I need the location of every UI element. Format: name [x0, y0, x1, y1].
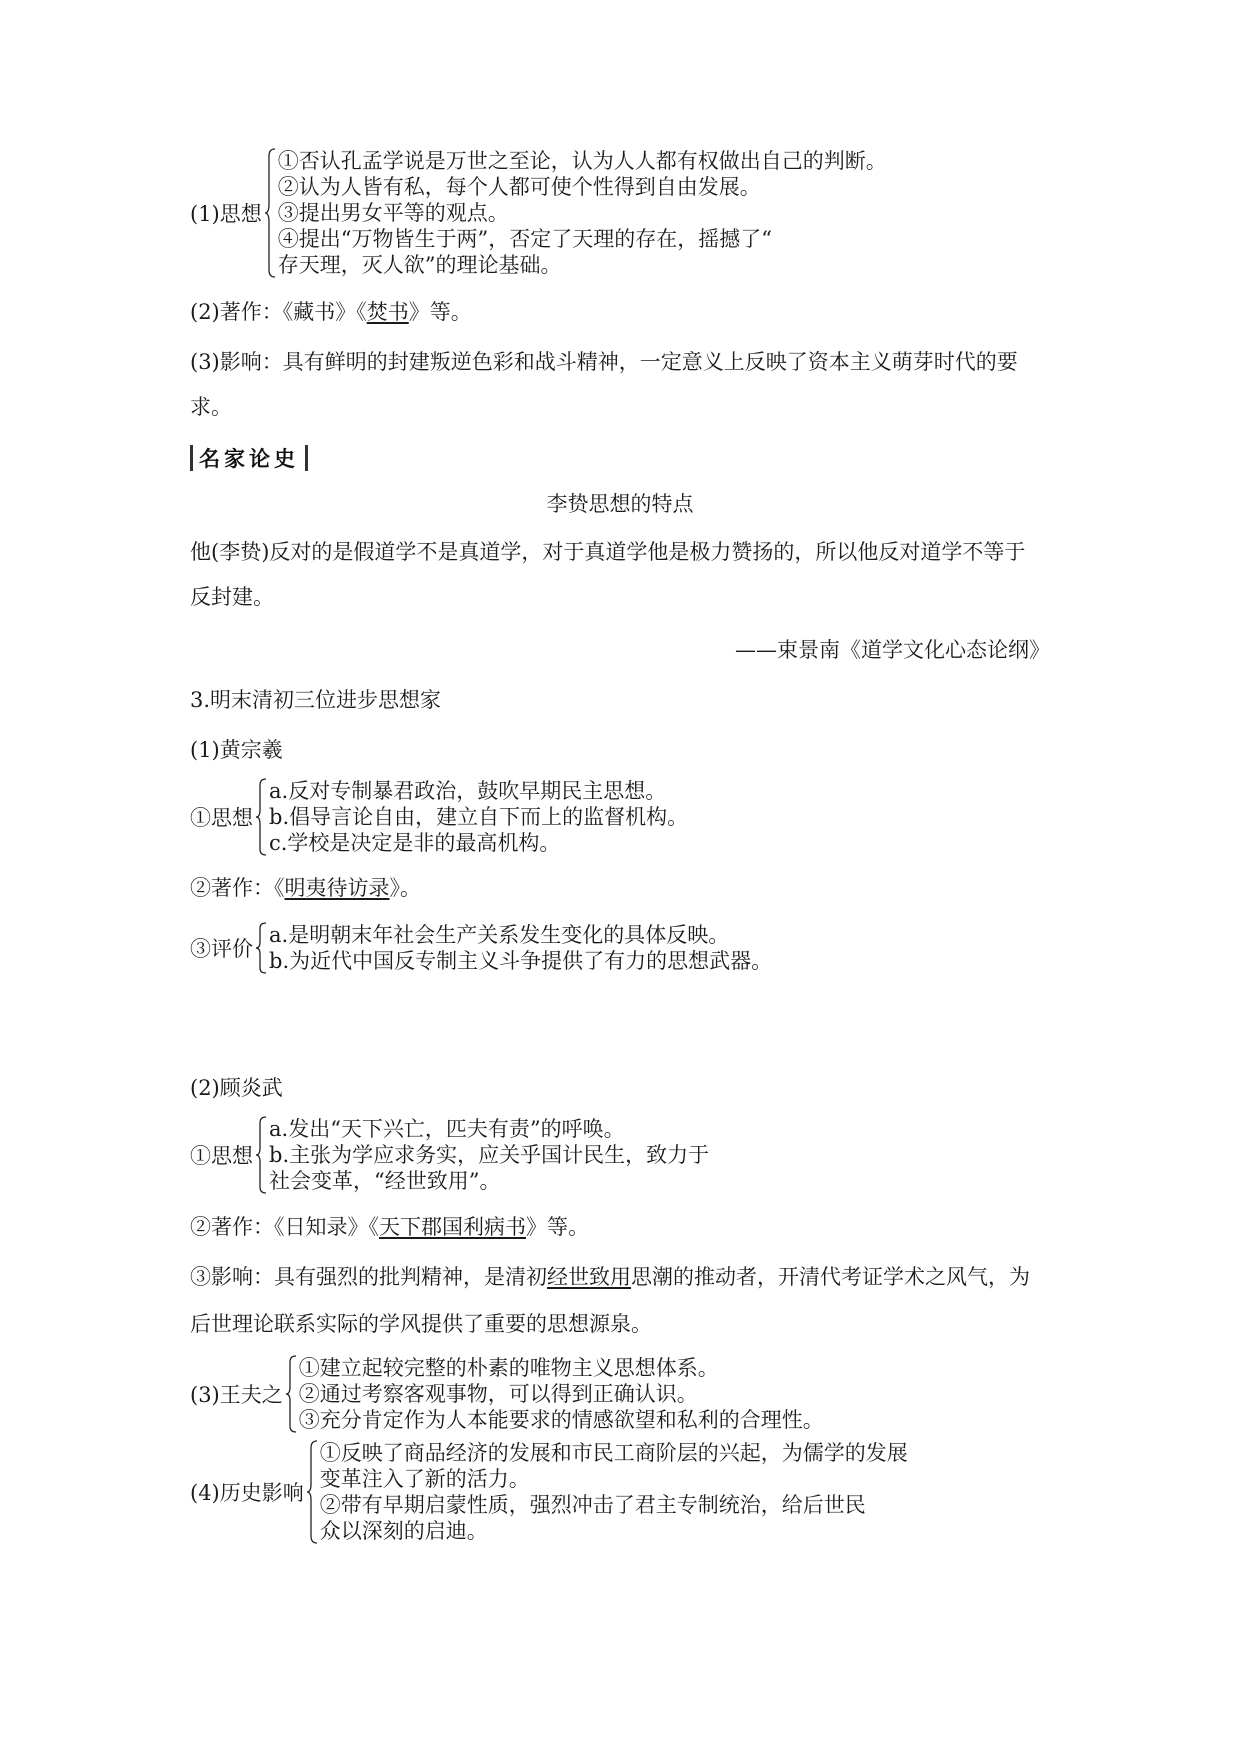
- impact-brace-group: [190, 1440, 908, 1544]
- scholar-source: ——束景南《道学文化心态论纲》: [735, 638, 1050, 662]
- underlined-term: 经世致用: [547, 1265, 631, 1289]
- influence-line-cont: 求。: [190, 395, 232, 419]
- influence-line-cont: 后世理论联系实际的学风提供了重要的思想源泉。: [190, 1312, 652, 1336]
- thinker-name: (2)顾炎武: [190, 1076, 283, 1100]
- eval-label: ③评价: [190, 937, 253, 961]
- section-title: 3.明末清初三位进步思想家: [190, 688, 442, 712]
- eval-item: a.是明朝末年社会生产关系发生变化的具体反映。: [269, 923, 730, 947]
- left-brace-icon: [255, 1116, 267, 1194]
- impact-items: [320, 1440, 908, 1544]
- thinker-name: (1)黄宗羲: [190, 738, 283, 762]
- thought-label: ①思想: [190, 806, 253, 830]
- underlined-work: 天下郡国利病书: [379, 1215, 526, 1239]
- thought-item: 存天理，灭人欲”的理论基础。: [277, 253, 562, 277]
- thought-item: ②认为人皆有私，每个人都可使个性得到自由发展。: [277, 175, 761, 199]
- underlined-work: 明夷待访录: [284, 876, 390, 900]
- scholar-body-cont: 反封建。: [190, 585, 274, 609]
- impact-item: 变革注入了新的活力。: [319, 1467, 530, 1491]
- left-brace-icon: [285, 1355, 297, 1433]
- left-brace-icon: [264, 148, 276, 278]
- thought-items: [278, 148, 887, 278]
- works-line: ②著作：《日知录》《天下郡国利病书》等。: [190, 1215, 589, 1239]
- scholar-title: 李贽思想的特点: [546, 492, 694, 516]
- thought-label: (1)思想: [190, 202, 262, 226]
- thought-brace-group: [190, 148, 887, 278]
- works-line: (2)著作：《藏书》《焚书》等。: [190, 300, 472, 324]
- thought-items: [269, 1116, 709, 1194]
- heading-bar: [305, 445, 308, 471]
- left-brace-icon: [306, 1440, 318, 1544]
- thought-label: ①思想: [190, 1144, 253, 1168]
- thought-item: b.主张为学应求务实，应关乎国计民生，致力于: [269, 1143, 710, 1167]
- thought-item: ①否认孔孟学说是万世之至论，认为人人都有权做出自己的判断。: [277, 149, 887, 173]
- wang-item: ②通过考察客观事物，可以得到正确认识。: [298, 1382, 698, 1406]
- thought-item: c.学校是决定是非的最高机构。: [269, 831, 561, 855]
- influence-line: ③影响：具有强烈的批判精神，是清初经世致用思潮的推动者，开清代考证学术之风气，为: [190, 1265, 1030, 1289]
- impact-item: 众以深刻的启迪。: [319, 1519, 488, 1543]
- thought-item: ③提出男女平等的观点。: [277, 201, 509, 225]
- heading-text: 名家论史: [199, 447, 299, 471]
- thought-item: a.反对专制暴君政治，鼓吹早期民主思想。: [269, 779, 667, 803]
- left-brace-icon: [255, 778, 267, 856]
- thought-item: a.发出“天下兴亡，匹夫有责”的呼唤。: [269, 1117, 625, 1141]
- underlined-work: 焚书: [366, 300, 409, 324]
- thought-item: b.倡导言论自由，建立自下而上的监督机构。: [269, 805, 689, 829]
- thought-item: 社会变革，“经世致用”。: [269, 1169, 501, 1193]
- wang-item: ①建立起较完整的朴素的唯物主义思想体系。: [298, 1356, 719, 1380]
- impact-label: (4)历史影响: [190, 1481, 304, 1505]
- wang-item: ③充分肯定作为人本能要求的情感欲望和私利的合理性。: [298, 1408, 824, 1432]
- wang-brace-group: [190, 1355, 824, 1433]
- left-brace-icon: [255, 922, 267, 974]
- thought-item: ④提出“万物皆生于两”，否定了天理的存在，摇撼了“: [277, 227, 772, 251]
- influence-line: (3)影响：具有鲜明的封建叛逆色彩和战斗精神，一定意义上反映了资本主义萌芽时代的要: [190, 350, 1018, 374]
- impact-item: ②带有早期启蒙性质，强烈冲击了君主专制统治，给后世民: [319, 1493, 866, 1517]
- eval-item: b.为近代中国反专制主义斗争提供了有力的思想武器。: [269, 949, 773, 973]
- thinker-label: (3)王夫之: [190, 1383, 283, 1407]
- wang-items: [299, 1355, 824, 1433]
- section-heading: [190, 442, 308, 474]
- impact-item: ①反映了商品经济的发展和市民工商阶层的兴起，为儒学的发展: [319, 1441, 908, 1465]
- thought-items: [269, 778, 688, 856]
- huang-thought-brace-group: [190, 778, 688, 856]
- huang-eval-brace-group: [190, 922, 772, 974]
- works-line: ②著作：《明夷待访录》。: [190, 876, 421, 900]
- eval-items: [269, 922, 772, 974]
- gu-thought-brace-group: [190, 1116, 709, 1194]
- scholar-body: 他(李贽)反对的是假道学不是真道学，对于真道学他是极力赞扬的，所以他反对道学不等于: [190, 540, 1026, 564]
